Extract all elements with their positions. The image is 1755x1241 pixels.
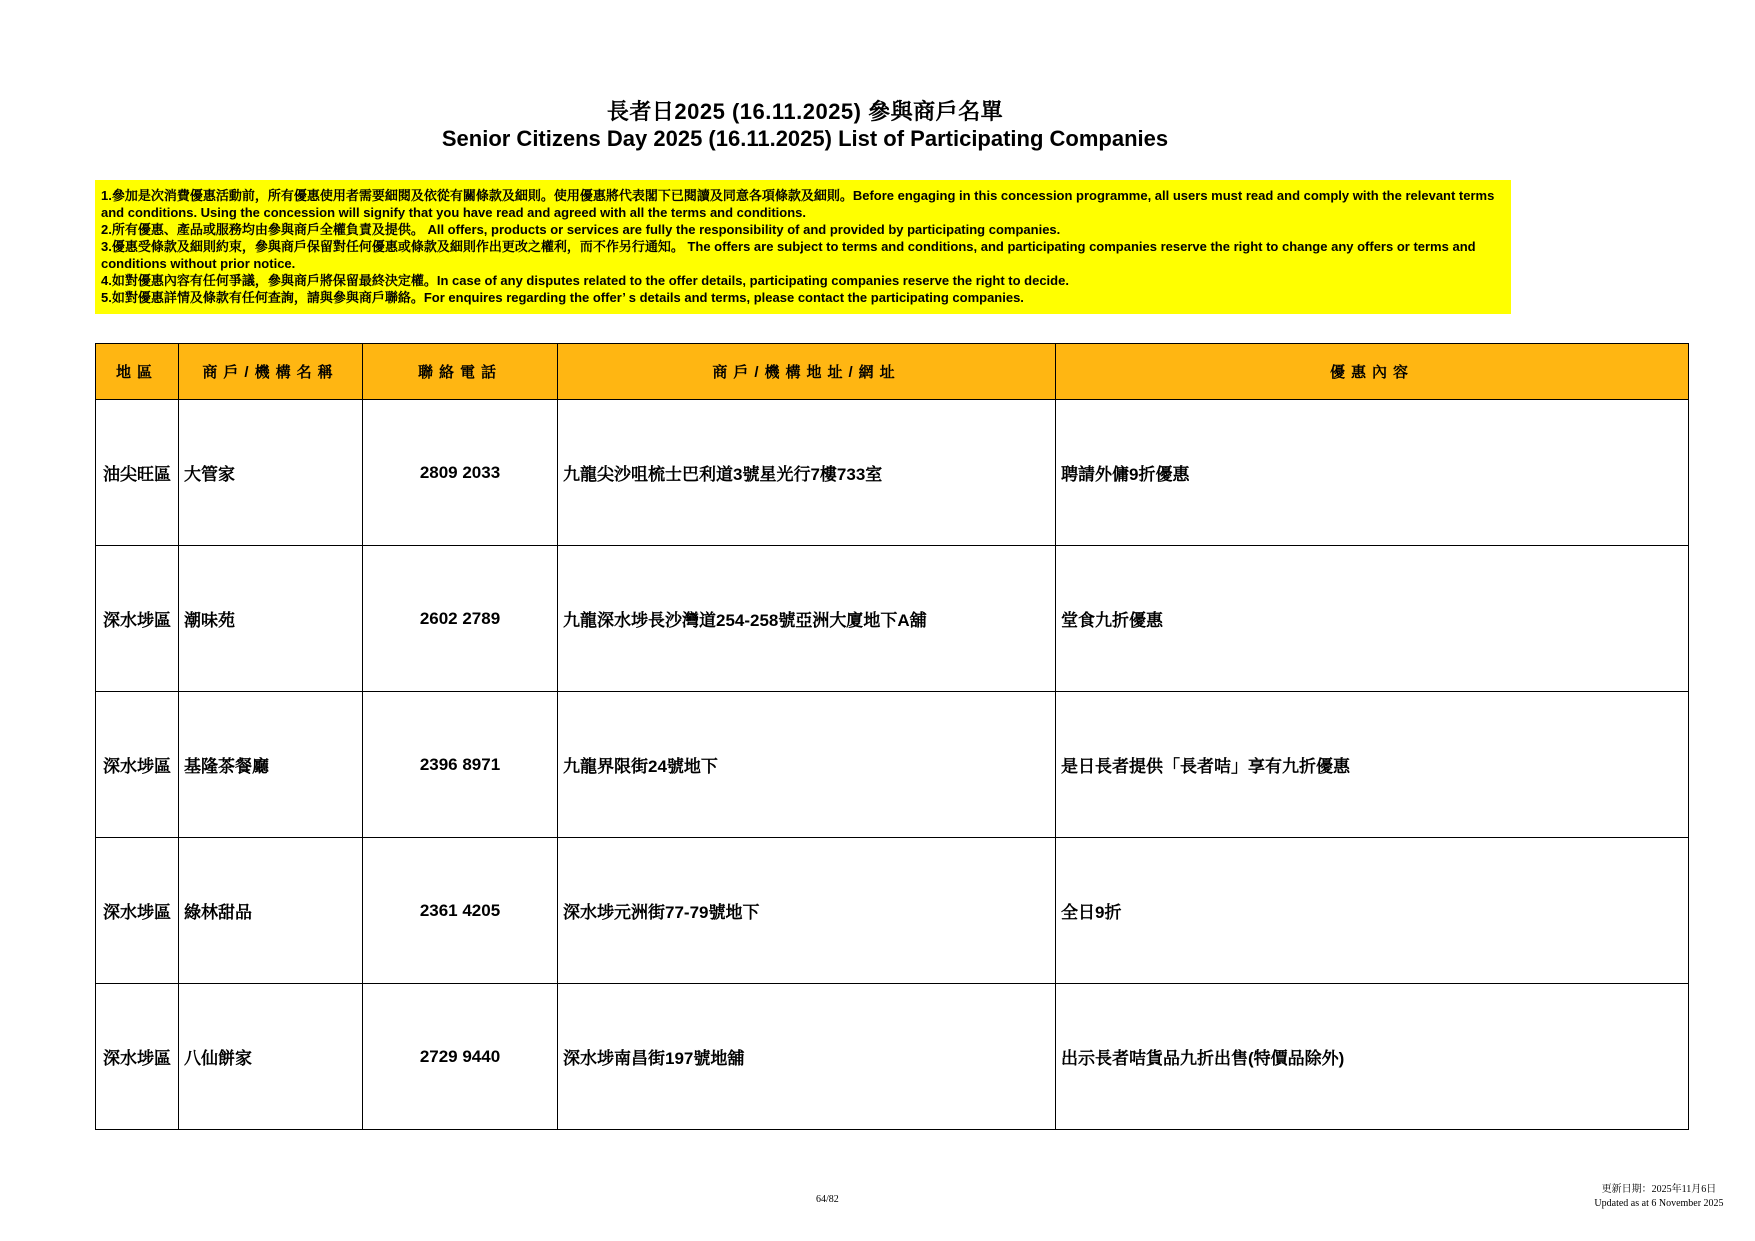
cell-company-name: 基隆茶餐廳 <box>179 692 363 838</box>
header-cell-company-name: 商戶/機構名稱 <box>179 344 363 400</box>
cell-district: 深水埗區 <box>96 838 179 984</box>
cell-phone: 2809 2033 <box>363 400 558 546</box>
cell-company-name: 大管家 <box>179 400 363 546</box>
cell-phone: 2361 4205 <box>363 838 558 984</box>
page-number: 64/82 <box>816 1194 839 1205</box>
cell-district: 深水埗區 <box>96 984 179 1130</box>
header-cell-district: 地區 <box>96 344 179 400</box>
table-row <box>96 400 1689 546</box>
table-header-row <box>96 344 1689 400</box>
table-row <box>96 838 1689 984</box>
header-cell-phone: 聯絡電話 <box>363 344 558 400</box>
notice-item-5: 5.如對優惠詳情及條款有任何查詢，請與參與商戶聯絡。For enquires regarding the offer’ s details and terms, please contact the participating companies. <box>101 290 1024 305</box>
cell-offer: 聘請外傭9折優惠 <box>1056 400 1689 546</box>
cell-phone: 2396 8971 <box>363 692 558 838</box>
notice-item-3: 3.優惠受條款及細則約束，參與商戶保留對任何優惠或條款及細則作出更改之權利，而不作另行通知。 The offers are subject to terms and conditions, and participating companies reserve the right to change any offers or terms and conditions without prior notice. <box>101 239 1476 271</box>
cell-address: 九龍界限街24號地下 <box>558 692 1056 838</box>
cell-company-name: 八仙餅家 <box>179 984 363 1130</box>
cell-district: 深水埗區 <box>96 692 179 838</box>
cell-address: 深水埗元洲街77-79號地下 <box>558 838 1056 984</box>
table-row <box>96 984 1689 1130</box>
cell-address: 九龍尖沙咀梳士巴利道3號星光行7樓733室 <box>558 400 1056 546</box>
cell-offer: 全日9折 <box>1056 838 1689 984</box>
update-date-zh: 更新日期：2025年11月6日 <box>1601 1184 1717 1195</box>
cell-phone: 2602 2789 <box>363 546 558 692</box>
cell-offer: 是日長者提供「長者咭」享有九折優惠 <box>1056 692 1689 838</box>
page-title <box>0 98 1610 152</box>
cell-district: 油尖旺區 <box>96 400 179 546</box>
update-date-en: Updated as at 6 November 2025 <box>1594 1198 1724 1209</box>
header-cell-offer: 優惠內容 <box>1056 344 1689 400</box>
notice-item-4: 4.如對優惠內容有任何爭議，參與商戶將保留最終決定權。In case of any disputes related to the offer details, participating companies reserve the right to decide. <box>101 273 1069 288</box>
page-title-zh: 長者日2025 (16.11.2025) 參與商戶名單 <box>606 99 1004 124</box>
cell-offer: 出示長者咭貨品九折出售(特價品除外) <box>1056 984 1689 1130</box>
cell-company-name: 潮味苑 <box>179 546 363 692</box>
cell-phone: 2729 9440 <box>363 984 558 1130</box>
table-row <box>96 546 1689 692</box>
header-cell-address: 商戶/機構地址/網址 <box>558 344 1056 400</box>
cell-offer: 堂食九折優惠 <box>1056 546 1689 692</box>
terms-notice-block <box>95 180 1511 314</box>
cell-company-name: 綠林甜品 <box>179 838 363 984</box>
page-title-en: Senior Citizens Day 2025 (16.11.2025) List of Participating Companies <box>441 126 1169 151</box>
notice-item-1: 1.參加是次消費優惠活動前，所有優惠使用者需要細閱及依從有關條款及細則。使用優惠將代表閣下已閱讀及同意各項條款及細則。Before engaging in this concession programme, all users must read and comply with the relevant terms and conditions. Using the concession will signify that you have read and agreed with all the terms and conditions. <box>101 188 1495 220</box>
companies-table <box>95 343 1689 1130</box>
cell-address: 九龍深水埗長沙灣道254-258號亞洲大廈地下A舖 <box>558 546 1056 692</box>
table-row <box>96 692 1689 838</box>
cell-district: 深水埗區 <box>96 546 179 692</box>
cell-address: 深水埗南昌街197號地舖 <box>558 984 1056 1130</box>
notice-item-2: 2.所有優惠、產品或服務均由參與商戶全權負責及提供。 All offers, products or services are fully the responsibility of and provided by participating companies. <box>101 222 1061 237</box>
update-date-block <box>1578 1183 1740 1211</box>
